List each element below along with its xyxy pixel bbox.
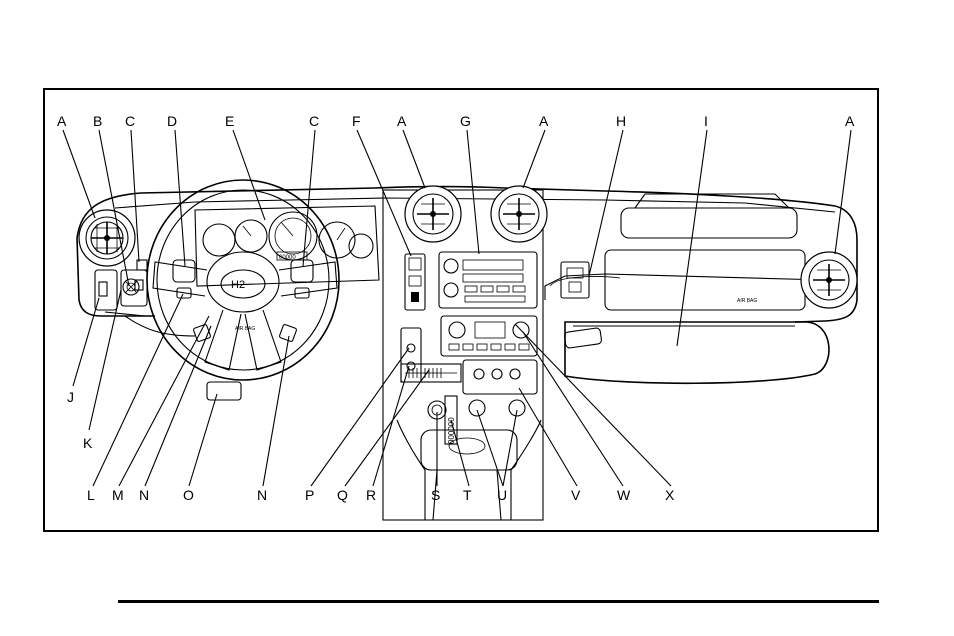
callout-l: L <box>87 487 95 503</box>
callout-v: V <box>571 487 581 503</box>
callout-c-2: C <box>309 113 320 129</box>
figure-frame <box>43 88 879 532</box>
callout-n-1: N <box>139 487 150 503</box>
passenger-side <box>561 194 857 348</box>
callouts-top <box>57 113 855 129</box>
callout-a-1: A <box>57 113 67 129</box>
callout-p: P <box>305 487 315 503</box>
callout-n-2: N <box>257 487 268 503</box>
gauge-center-text: 00000 <box>279 255 296 261</box>
callout-a-2: A <box>397 113 407 129</box>
callout-x: X <box>665 487 675 503</box>
odometer-strip: 000000 <box>447 417 456 444</box>
callout-b: B <box>93 113 103 129</box>
instrument-panel-illustration <box>45 90 881 534</box>
callout-m: M <box>112 487 124 503</box>
callout-u: U <box>497 487 508 503</box>
wheel-airbag-text: AIR BAG <box>235 326 256 332</box>
callout-c-1: C <box>125 113 136 129</box>
callout-i: I <box>704 113 708 129</box>
wheel-logo: H2 <box>231 279 246 291</box>
callout-r: R <box>366 487 377 503</box>
callout-w: W <box>617 487 631 503</box>
callout-f: F <box>352 113 361 129</box>
callout-d: D <box>167 113 178 129</box>
callout-a-3: A <box>539 113 549 129</box>
callout-g: G <box>460 113 471 129</box>
callout-s: S <box>431 487 441 503</box>
headlamp-switch-area <box>95 260 147 310</box>
callout-j: J <box>67 389 74 405</box>
footer-rule <box>118 600 879 603</box>
callout-q: Q <box>337 487 348 503</box>
callout-o: O <box>183 487 194 503</box>
left-air-vent <box>79 210 135 266</box>
callout-t: T <box>463 487 472 503</box>
passenger-airbag-text: AIR BAG <box>737 298 758 304</box>
callout-e: E <box>225 113 235 129</box>
callouts-bottom <box>67 389 675 503</box>
instrument-cluster <box>195 206 379 286</box>
callout-h: H <box>616 113 627 129</box>
steering-wheel <box>147 180 339 400</box>
callout-k: K <box>83 435 93 451</box>
callout-a-4: A <box>845 113 855 129</box>
